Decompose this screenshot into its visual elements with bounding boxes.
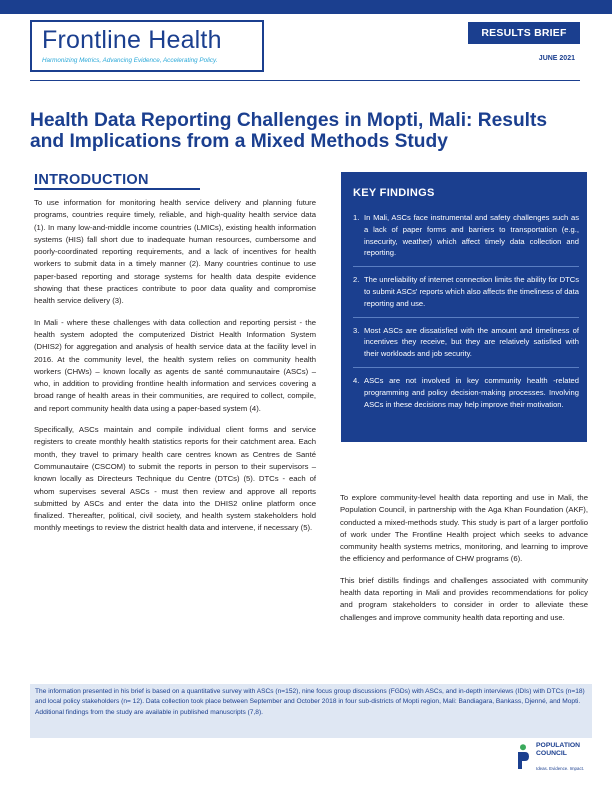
key-finding-text: In Mali, ASCs face instrumental and safety challenges such as a lack of paper forms and barriers to transportation (e.g., insecurity, weather) which affect timely data collection and reporting.: [364, 213, 579, 258]
population-council-tagline: Ideas. Evidence. Impact.: [536, 766, 585, 771]
key-finding-item: [353, 325, 579, 368]
right-paragraph-2: This brief distills findings and challenges associated with community health data reporting in Mali and provides recommendations for policy and program stakeholders to consider in order to alleviate these challenges and improve community health data reporting and use.: [340, 575, 588, 622]
introduction-body: [34, 197, 316, 544]
population-council-logo: [516, 740, 586, 780]
introduction-underline: [34, 188, 200, 190]
right-paragraph-1: To explore community-level health data reporting and use in Mali, the Population Council, in partnership with the Aga Khan Foundation (AKF), conducted a mixed-methods study. This study is part of a larger portfolio of work under The Frontline Health project which seeks to advance community health systems metrics, monitoring, and learning to improve the efficiency and performance of CHW programs (6).: [340, 493, 588, 564]
top-color-bar: [0, 0, 612, 14]
population-council-line1: POPULATION: [536, 742, 581, 749]
key-finding-number: 4.: [353, 375, 360, 385]
right-column-body: [340, 492, 588, 633]
intro-paragraph-3: Specifically, ASCs maintain and compile individual client forms and service registers to create monthly health statistics reports for their catchment area. Each month, they travel to primary health care centres known as Centres de Santé Communautaire (CSCOM) to submit the reports in person to their supervisors – known locally as Directeurs Technique du Centre (DTCs) (5). DTCs - each of whom supervises several ASCs - must then review and approve all reports submitted by ASCs and enter the data into the DHIS2 online platform once finalized. Thereafter, political, civil society, and health system stakeholders hold monthly meetings to review the district health data and intervene, if necessary (5).: [34, 425, 316, 533]
key-finding-number: 3.: [353, 325, 360, 335]
population-council-logo-icon: [516, 744, 530, 770]
population-council-name: [536, 742, 580, 758]
intro-paragraph-2: In Mali - where these challenges with data collection and reporting persist - the health system adopted the computerized District Health Information System (DHIS2) for aggregation and analysis of health service data at the facility level in 2016. At the community level, the health system relies on community health workers (CHWs) – known locally as agents de santé communautaire (ASCs) – who, in addition to providing frontline health information and services covering a broad range of health areas in their communities, are required to collect, compile, and report community health data using a paper-based system (4).: [34, 317, 316, 413]
key-finding-number: 2.: [353, 275, 360, 285]
key-findings-heading: KEY FINDINGS: [353, 187, 435, 199]
key-finding-text: The unreliability of internet connection limits the ability for DTCs to submit ASCs' reports which also affects the timeliness of data reporting and use.: [364, 275, 579, 308]
key-findings-list: [353, 212, 579, 424]
publication-date: JUNE 2021: [538, 55, 575, 62]
key-finding-number: 1.: [353, 213, 360, 222]
logo-title: Frontline Health: [42, 26, 222, 54]
key-finding-item: [353, 212, 579, 267]
intro-paragraph-1: To use information for monitoring health service delivery and planning future programs, countries require timely, reliable, and high-quality health service data (1). In many low-and-middle income countries (LMICs), existing health information systems (HIS) fall short due to inadequate human resources, cumbersome and poorly-coordinated reporting requirements, and a lack of incentives for health workers to submit data in a timely manner (2). Many countries continue to use paper-based reporting and storage systems for health data despite evidence showing that these practices contribute to poor data quality and compromise health service delivery (3).: [34, 198, 316, 306]
document-title: Health Data Reporting Challenges in Mopti, Mali: Results and Implications from a Mixed Methods Study: [30, 110, 548, 152]
key-finding-item: [353, 375, 579, 417]
key-finding-text: ASCs are not involved in key community health -related programming and policy decision-making processes. Involving ASCs in these decisions may help improve their motivation.: [364, 375, 579, 409]
key-findings-box: [341, 172, 587, 442]
introduction-heading: INTRODUCTION: [34, 172, 149, 188]
results-brief-badge: RESULTS BRIEF: [468, 22, 580, 44]
key-finding-item: [353, 274, 579, 317]
frontline-health-logo: [30, 20, 264, 72]
methods-note-box: The information presented in his brief is based on a quantitative survey with ASCs (n=152), nine focus group discussions (FGDs) with ASCs, and in-depth interviews (IDIs) with DTCs (n=18) and local policy stakeholders (n= 12). Data collection took place between September and October 2018 in four sub-districts of Mopti region, Mali: Bandiagara, Bankass, Djenné, and Mopti. Additional findings from the study are available in published manuscripts (7,8).: [30, 684, 592, 738]
header-divider: [30, 80, 580, 81]
logo-tagline: Harmonizing Metrics, Advancing Evidence, Accelerating Policy.: [42, 57, 218, 64]
key-finding-text: Most ASCs are dissatisfied with the amount and timeliness of incentives they receive, but they are relatively satisfied with their workloads and job security.: [364, 325, 579, 359]
population-council-line2: COUNCIL: [536, 750, 567, 757]
